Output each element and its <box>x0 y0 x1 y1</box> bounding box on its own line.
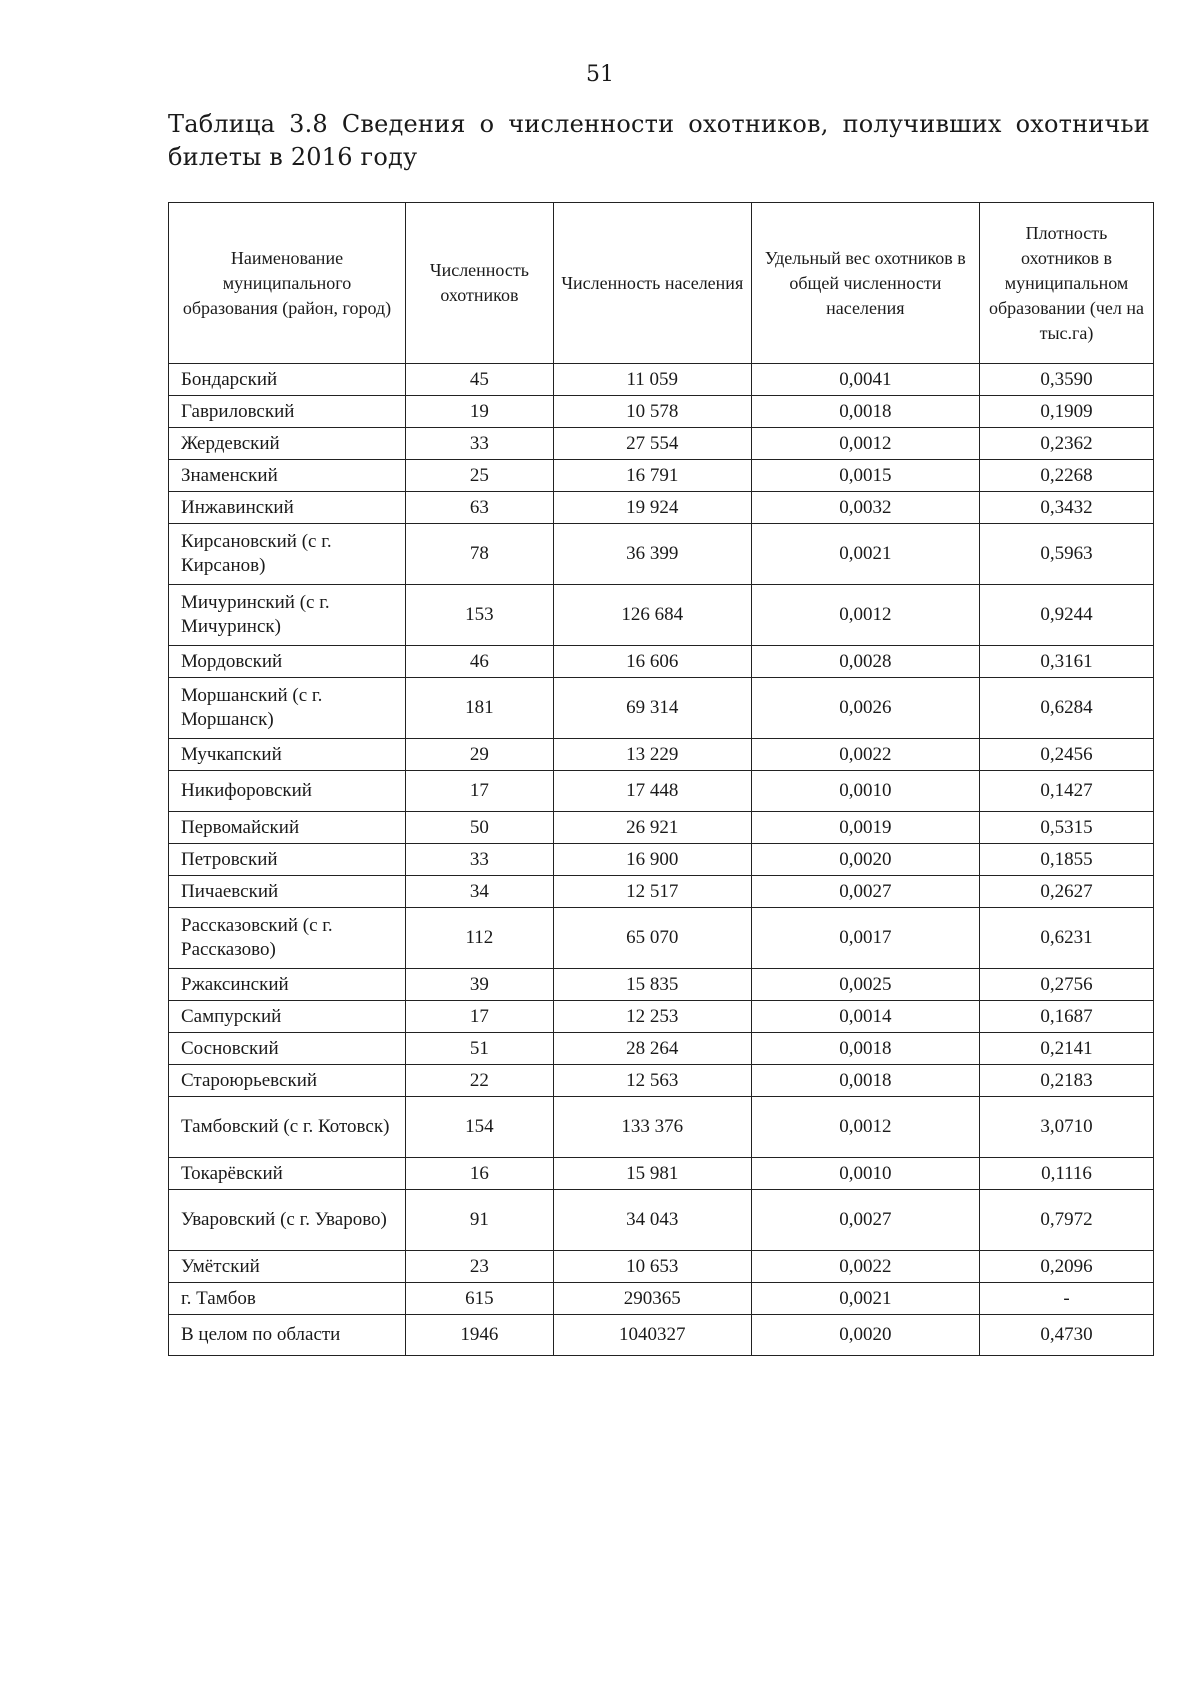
cell-share: 0,0019 <box>751 812 979 844</box>
cell-population: 16 900 <box>553 844 751 876</box>
cell-hunters: 19 <box>406 396 554 428</box>
cell-density: 0,3161 <box>980 646 1154 678</box>
cell-population: 27 554 <box>553 428 751 460</box>
table-row <box>169 1001 1154 1033</box>
table-row <box>169 1283 1154 1315</box>
cell-name: Сампурский <box>169 1001 406 1033</box>
cell-hunters: 34 <box>406 876 554 908</box>
cell-population: 10 653 <box>553 1251 751 1283</box>
cell-population: 34 043 <box>553 1190 751 1251</box>
table-row <box>169 876 1154 908</box>
cell-density: 0,2183 <box>980 1065 1154 1097</box>
cell-name: Мичуринский (с г. Мичуринск) <box>169 585 406 646</box>
cell-share: 0,0012 <box>751 1097 979 1158</box>
cell-population: 133 376 <box>553 1097 751 1158</box>
cell-density: 0,2268 <box>980 460 1154 492</box>
cell-density: 0,1116 <box>980 1158 1154 1190</box>
cell-density: 0,2756 <box>980 969 1154 1001</box>
cell-density: 0,2627 <box>980 876 1154 908</box>
cell-share: 0,0022 <box>751 739 979 771</box>
cell-hunters: 33 <box>406 428 554 460</box>
cell-share: 0,0025 <box>751 969 979 1001</box>
table-body <box>169 364 1154 1356</box>
cell-population: 16 791 <box>553 460 751 492</box>
table-row <box>169 1190 1154 1251</box>
cell-population: 69 314 <box>553 678 751 739</box>
header-municipality: Наименование муниципального образования (район, город) <box>169 203 406 364</box>
table-row <box>169 739 1154 771</box>
cell-hunters: 17 <box>406 1001 554 1033</box>
cell-name: Сосновский <box>169 1033 406 1065</box>
cell-density: 0,2141 <box>980 1033 1154 1065</box>
cell-share: 0,0021 <box>751 1283 979 1315</box>
cell-hunters: 181 <box>406 678 554 739</box>
cell-share: 0,0010 <box>751 1158 979 1190</box>
cell-name: Мордовский <box>169 646 406 678</box>
cell-density: 0,6284 <box>980 678 1154 739</box>
cell-share: 0,0027 <box>751 876 979 908</box>
cell-hunters: 50 <box>406 812 554 844</box>
cell-share: 0,0014 <box>751 1001 979 1033</box>
cell-name: Мучкапский <box>169 739 406 771</box>
cell-name: Инжавинский <box>169 492 406 524</box>
cell-name: Моршанский (с г. Моршанск) <box>169 678 406 739</box>
cell-share: 0,0021 <box>751 524 979 585</box>
cell-hunters: 23 <box>406 1251 554 1283</box>
table-row <box>169 585 1154 646</box>
cell-name: Петровский <box>169 844 406 876</box>
cell-name: Токарёвский <box>169 1158 406 1190</box>
table-row <box>169 646 1154 678</box>
cell-hunters: 29 <box>406 739 554 771</box>
cell-share: 0,0015 <box>751 460 979 492</box>
table-row <box>169 492 1154 524</box>
cell-population: 12 517 <box>553 876 751 908</box>
cell-hunters: 39 <box>406 969 554 1001</box>
cell-name: Знаменский <box>169 460 406 492</box>
cell-density: 0,6231 <box>980 908 1154 969</box>
cell-share: 0,0020 <box>751 844 979 876</box>
header-share: Удельный вес охотников в общей численности населения <box>751 203 979 364</box>
table-row <box>169 1065 1154 1097</box>
cell-population: 26 921 <box>553 812 751 844</box>
table-row <box>169 1251 1154 1283</box>
cell-density: 0,1687 <box>980 1001 1154 1033</box>
cell-name: Пичаевский <box>169 876 406 908</box>
cell-hunters: 46 <box>406 646 554 678</box>
cell-population: 11 059 <box>553 364 751 396</box>
cell-hunters: 51 <box>406 1033 554 1065</box>
cell-hunters: 615 <box>406 1283 554 1315</box>
page-number: 51 <box>586 62 614 87</box>
cell-name: Кирсановский (с г. Кирсанов) <box>169 524 406 585</box>
cell-share: 0,0041 <box>751 364 979 396</box>
cell-density: 0,4730 <box>980 1315 1154 1356</box>
table-row <box>169 1158 1154 1190</box>
cell-hunters: 45 <box>406 364 554 396</box>
table-row <box>169 812 1154 844</box>
cell-share: 0,0017 <box>751 908 979 969</box>
cell-hunters: 25 <box>406 460 554 492</box>
header-density: Плотность охотников в муниципальном образовании (чел на тыс.га) <box>980 203 1154 364</box>
cell-share: 0,0026 <box>751 678 979 739</box>
cell-hunters: 22 <box>406 1065 554 1097</box>
cell-population: 36 399 <box>553 524 751 585</box>
cell-name: Гавриловский <box>169 396 406 428</box>
cell-hunters: 1946 <box>406 1315 554 1356</box>
cell-name: Тамбовский (с г. Котовск) <box>169 1097 406 1158</box>
cell-name: Староюрьевский <box>169 1065 406 1097</box>
cell-name: В целом по области <box>169 1315 406 1356</box>
table-row <box>169 460 1154 492</box>
header-hunters: Численность охотников <box>406 203 554 364</box>
cell-name: Рассказовский (с г. Рассказово) <box>169 908 406 969</box>
cell-density: 0,3432 <box>980 492 1154 524</box>
table-header-row <box>169 203 1154 364</box>
cell-population: 15 835 <box>553 969 751 1001</box>
cell-share: 0,0018 <box>751 1033 979 1065</box>
table-row <box>169 364 1154 396</box>
cell-population: 1040327 <box>553 1315 751 1356</box>
cell-population: 16 606 <box>553 646 751 678</box>
cell-density: 0,2362 <box>980 428 1154 460</box>
cell-name: Ржаксинский <box>169 969 406 1001</box>
cell-density: 0,2456 <box>980 739 1154 771</box>
cell-density: 0,9244 <box>980 585 1154 646</box>
cell-name: Никифоровский <box>169 771 406 812</box>
cell-name: Уваровский (с г. Уварово) <box>169 1190 406 1251</box>
cell-share: 0,0012 <box>751 428 979 460</box>
cell-hunters: 78 <box>406 524 554 585</box>
cell-population: 126 684 <box>553 585 751 646</box>
cell-population: 17 448 <box>553 771 751 812</box>
cell-population: 290365 <box>553 1283 751 1315</box>
header-population: Численность населения <box>553 203 751 364</box>
cell-density: 0,2096 <box>980 1251 1154 1283</box>
cell-density: 0,3590 <box>980 364 1154 396</box>
cell-name: г. Тамбов <box>169 1283 406 1315</box>
cell-share: 0,0032 <box>751 492 979 524</box>
cell-population: 12 563 <box>553 1065 751 1097</box>
table-caption: Таблица 3.8 Сведения о численности охотников, получивших охотничьи билеты в 2016 году <box>168 110 1150 171</box>
cell-density: 0,1427 <box>980 771 1154 812</box>
cell-hunters: 153 <box>406 585 554 646</box>
cell-population: 15 981 <box>553 1158 751 1190</box>
table-row <box>169 428 1154 460</box>
table-row <box>169 969 1154 1001</box>
cell-density: - <box>980 1283 1154 1315</box>
cell-population: 10 578 <box>553 396 751 428</box>
cell-hunters: 154 <box>406 1097 554 1158</box>
table-row <box>169 844 1154 876</box>
table-row <box>169 524 1154 585</box>
table-row <box>169 1315 1154 1356</box>
cell-share: 0,0012 <box>751 585 979 646</box>
cell-population: 65 070 <box>553 908 751 969</box>
cell-name: Бондарский <box>169 364 406 396</box>
table-row <box>169 396 1154 428</box>
table-row <box>169 771 1154 812</box>
cell-share: 0,0018 <box>751 1065 979 1097</box>
cell-hunters: 17 <box>406 771 554 812</box>
cell-share: 0,0022 <box>751 1251 979 1283</box>
table-row <box>169 1097 1154 1158</box>
cell-share: 0,0018 <box>751 396 979 428</box>
cell-name: Первомайский <box>169 812 406 844</box>
cell-hunters: 16 <box>406 1158 554 1190</box>
table-row <box>169 1033 1154 1065</box>
cell-share: 0,0027 <box>751 1190 979 1251</box>
cell-population: 12 253 <box>553 1001 751 1033</box>
cell-share: 0,0020 <box>751 1315 979 1356</box>
cell-density: 0,1855 <box>980 844 1154 876</box>
cell-population: 13 229 <box>553 739 751 771</box>
cell-population: 19 924 <box>553 492 751 524</box>
cell-population: 28 264 <box>553 1033 751 1065</box>
cell-density: 0,5963 <box>980 524 1154 585</box>
table-row <box>169 908 1154 969</box>
cell-share: 0,0010 <box>751 771 979 812</box>
cell-density: 0,1909 <box>980 396 1154 428</box>
cell-name: Умётский <box>169 1251 406 1283</box>
cell-share: 0,0028 <box>751 646 979 678</box>
cell-name: Жердевский <box>169 428 406 460</box>
cell-hunters: 112 <box>406 908 554 969</box>
cell-density: 3,0710 <box>980 1097 1154 1158</box>
cell-hunters: 33 <box>406 844 554 876</box>
cell-hunters: 91 <box>406 1190 554 1251</box>
cell-density: 0,5315 <box>980 812 1154 844</box>
cell-density: 0,7972 <box>980 1190 1154 1251</box>
hunters-table <box>168 202 1154 1356</box>
cell-hunters: 63 <box>406 492 554 524</box>
table-row <box>169 678 1154 739</box>
